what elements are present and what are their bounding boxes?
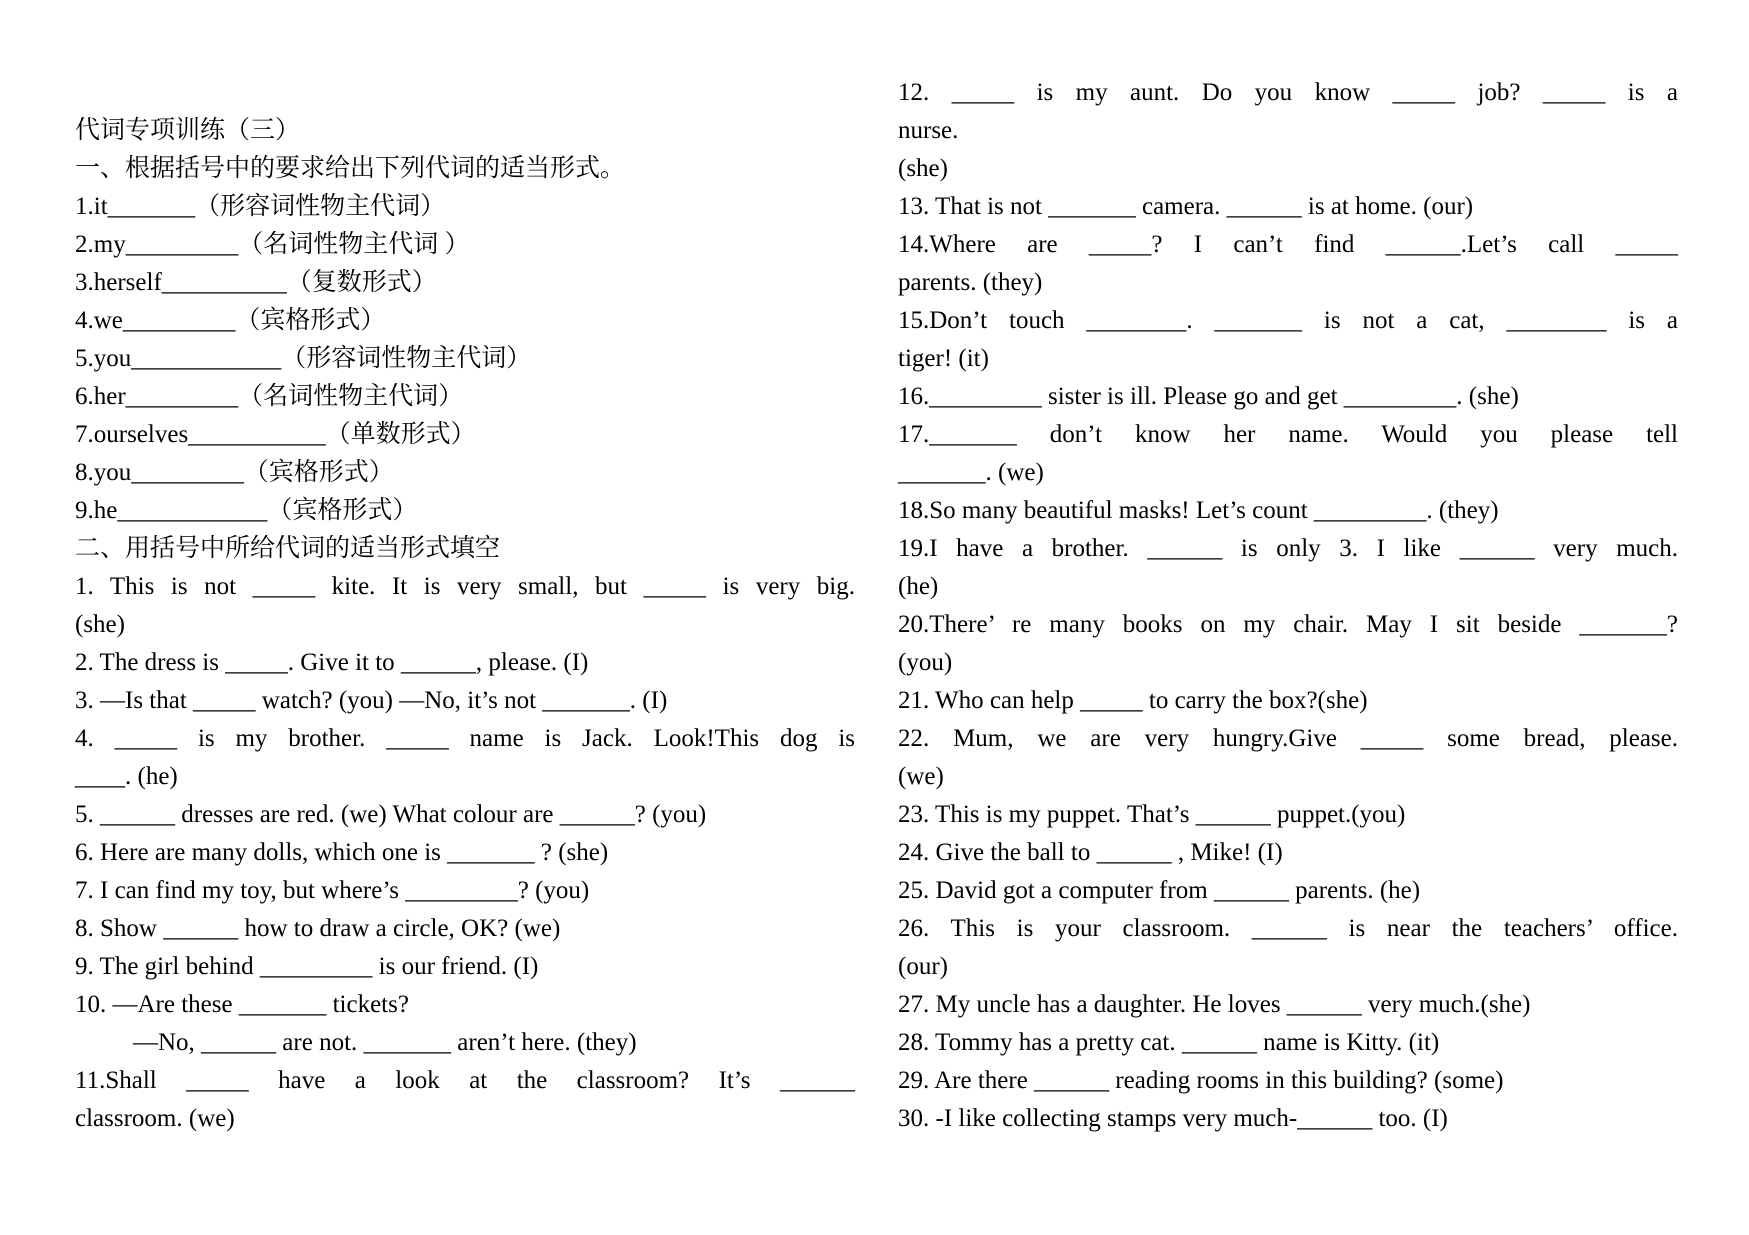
exercise-line: 8.you_________（宾格形式） bbox=[75, 459, 394, 486]
exercise-line: 24. Give the ball to ______ , Mike! (I) bbox=[898, 839, 1283, 866]
exercise-line: 12. _____ is my aunt. Do you know _____ job? _____ is a bbox=[898, 79, 1678, 106]
exercise-line: 14.Where are _____? I can’t find ______.Let’s call _____ bbox=[898, 231, 1678, 258]
exercise-line: 7. I can find my toy, but where’s _________? (you) bbox=[75, 877, 590, 904]
exercise-line: 10. —Are these _______ tickets? bbox=[75, 991, 409, 1018]
exercise-line: 1. This is not _____ kite. It is very small, but _____ is very big. bbox=[75, 573, 855, 600]
exercise-line: (she) bbox=[898, 155, 948, 182]
exercise-line: 4.we_________（宾格形式） bbox=[75, 307, 386, 334]
exercise-line: (he) bbox=[898, 573, 939, 600]
exercise-line: 1.it_______（形容词性物主代词） bbox=[75, 193, 446, 220]
exercise-line: 7.ourselves___________（单数形式） bbox=[75, 421, 476, 448]
exercise-line: 9.he____________（宾格形式） bbox=[75, 497, 418, 524]
exercise-line: parents. (they) bbox=[898, 269, 1043, 296]
exercise-line: 21. Who can help _____ to carry the box?(she) bbox=[898, 687, 1368, 714]
exercise-line: 23. This is my puppet. That’s ______ puppet.(you) bbox=[898, 801, 1406, 828]
exercise-line: _______. (we) bbox=[898, 459, 1044, 486]
exercise-line: ____. (he) bbox=[75, 763, 178, 790]
exercise-line: tiger! (it) bbox=[898, 345, 989, 372]
exercise-line: 5.you____________（形容词性物主代词） bbox=[75, 345, 532, 372]
exercise-line: 28. Tommy has a pretty cat. ______ name is Kitty. (it) bbox=[898, 1029, 1440, 1056]
exercise-line: 19.I have a brother. ______ is only 3. I like ______ very much. bbox=[898, 535, 1678, 562]
exercise-line: (we) bbox=[898, 763, 944, 790]
exercise-line: (you) bbox=[898, 649, 953, 676]
exercise-line: 30. -I like collecting stamps very much-______ too. (I) bbox=[898, 1105, 1448, 1132]
exercise-line: 25. David got a computer from ______ parents. (he) bbox=[898, 877, 1421, 904]
exercise-line: 17._______ don’t know her name. Would you please tell bbox=[898, 421, 1678, 448]
exercise-line: 9. The girl behind _________ is our friend. (I) bbox=[75, 953, 539, 980]
exercise-line: 3. —Is that _____ watch? (you) —No, it’s not _______. (I) bbox=[75, 687, 668, 714]
exercise-line: nurse. bbox=[898, 117, 959, 144]
exercise-line: (she) bbox=[75, 611, 125, 638]
exercise-line: 5. ______ dresses are red. (we) What colour are ______? (you) bbox=[75, 801, 707, 828]
exercise-line: —No, ______ are not. _______ aren’t here. (they) bbox=[133, 1029, 637, 1056]
exercise-line: 13. That is not _______ camera. ______ is at home. (our) bbox=[898, 193, 1474, 220]
exercise-line: 2.my_________（名词性物主代词 ） bbox=[75, 231, 470, 258]
exercise-line: 4. _____ is my brother. _____ name is Jack. Look!This dog is bbox=[75, 725, 855, 752]
exercise-line: 26. This is your classroom. ______ is near the teachers’ office. bbox=[898, 915, 1678, 942]
exercise-line: classroom. (we) bbox=[75, 1105, 235, 1132]
exercise-line: 15.Don’t touch ________. _______ is not a cat, ________ is a bbox=[898, 307, 1678, 334]
exercise-line: 8. Show ______ how to draw a circle, OK? (we) bbox=[75, 915, 561, 942]
exercise-line: 6. Here are many dolls, which one is _______ ? (she) bbox=[75, 839, 609, 866]
section-two-heading: 二、用括号中所给代词的适当形式填空 bbox=[75, 535, 501, 562]
exercise-line: 3.herself__________（复数形式） bbox=[75, 269, 437, 296]
exercise-line: 6.her_________（名词性物主代词） bbox=[75, 383, 464, 410]
exercise-line: 2. The dress is _____. Give it to ______, please. (I) bbox=[75, 649, 589, 676]
exercise-line: 27. My uncle has a daughter. He loves ______ very much.(she) bbox=[898, 991, 1531, 1018]
exercise-line: 29. Are there ______ reading rooms in this building? (some) bbox=[898, 1067, 1504, 1094]
exercise-line: 18.So many beautiful masks! Let’s count _________. (they) bbox=[898, 497, 1499, 524]
exercise-line: 11.Shall _____ have a look at the classroom? It’s ______ bbox=[75, 1067, 855, 1094]
exercise-line: (our) bbox=[898, 953, 948, 980]
exercise-line: 20.There’ re many books on my chair. May I sit beside _______? bbox=[898, 611, 1678, 638]
exercise-line: 22. Mum, we are very hungry.Give _____ some bread, please. bbox=[898, 725, 1678, 752]
exercise-line: 16._________ sister is ill. Please go and get _________. (she) bbox=[898, 383, 1519, 410]
section-one-heading: 一、根据括号中的要求给出下列代词的适当形式。 bbox=[75, 155, 626, 182]
worksheet-title: 代词专项训练（三） bbox=[75, 117, 301, 144]
